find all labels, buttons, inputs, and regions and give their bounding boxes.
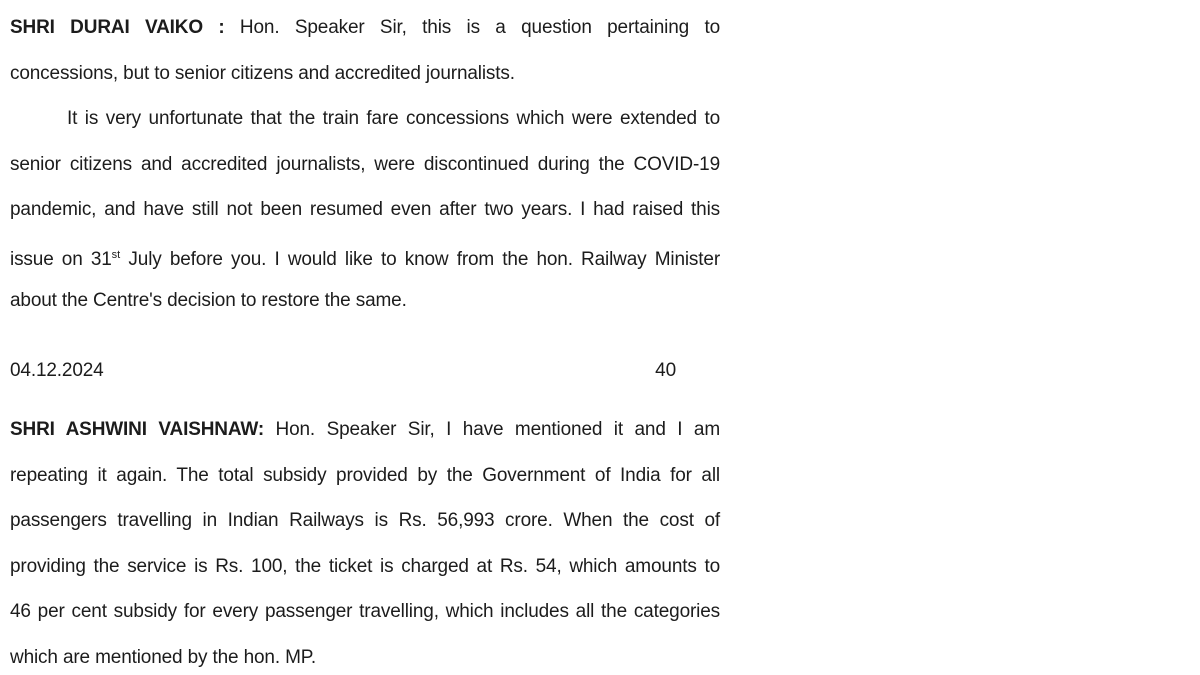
speaker-name: SHRI ASHWINI VAISHNAW: <box>10 419 265 440</box>
text-line <box>10 233 720 279</box>
text-line <box>10 498 720 544</box>
page-header <box>10 348 720 394</box>
text-column <box>10 5 720 675</box>
text-segment: which are mentioned by the hon. MP. <box>10 646 316 668</box>
text-segment: passengers travelling in Indian Railways is Rs. 56,993 crore. When the cost of <box>10 510 720 531</box>
text-line <box>10 635 720 675</box>
text-segment: repeating it again. The total subsidy provided by the Government of India for all <box>10 464 720 486</box>
text-segment: senior citizens and accredited journalists, were discontinued during the COVID-19 <box>10 153 720 175</box>
ordinal-superscript: st <box>111 248 121 261</box>
text-segment: Hon. Speaker Sir, this is a question pertaining to <box>224 17 720 38</box>
text-line <box>10 544 720 590</box>
speech-durai-vaiko <box>10 5 720 96</box>
text-line <box>10 96 720 142</box>
text-segment: 46 per cent subsidy for every passenger travelling, which includes all the categories <box>10 601 720 622</box>
text-segment: issue on 31 <box>10 248 112 270</box>
text-line <box>10 142 720 188</box>
text-line <box>10 5 720 51</box>
text-line <box>10 278 720 324</box>
text-line <box>10 453 720 499</box>
speech-durai-vaiko-continued <box>10 96 720 324</box>
text-segment: concessions, but to senior citizens and accredited journalists. <box>10 62 515 84</box>
text-line <box>10 187 720 233</box>
text-line <box>10 407 720 453</box>
page-date: 04.12.2024 <box>10 360 104 381</box>
text-segment: It is very unfortunate that the train fare concessions which were extended to <box>67 108 720 129</box>
text-line <box>10 589 720 635</box>
text-segment: about the Centre's decision to restore the same. <box>10 290 407 311</box>
speaker-name: SHRI DURAI VAIKO : <box>10 17 225 38</box>
speech-ashwini-vaishnaw <box>10 407 720 675</box>
text-segment: July before you. I would like to know from the hon. Railway Minister <box>120 248 721 270</box>
text-segment: pandemic, and have still not been resumed even after two years. I had raised this <box>10 199 720 220</box>
text-line <box>10 51 720 97</box>
page-number: 40 <box>655 360 676 381</box>
text-segment: providing the service is Rs. 100, the ticket is charged at Rs. 54, which amounts to <box>10 555 720 577</box>
text-segment: Hon. Speaker Sir, I have mentioned it and I am <box>264 419 720 440</box>
